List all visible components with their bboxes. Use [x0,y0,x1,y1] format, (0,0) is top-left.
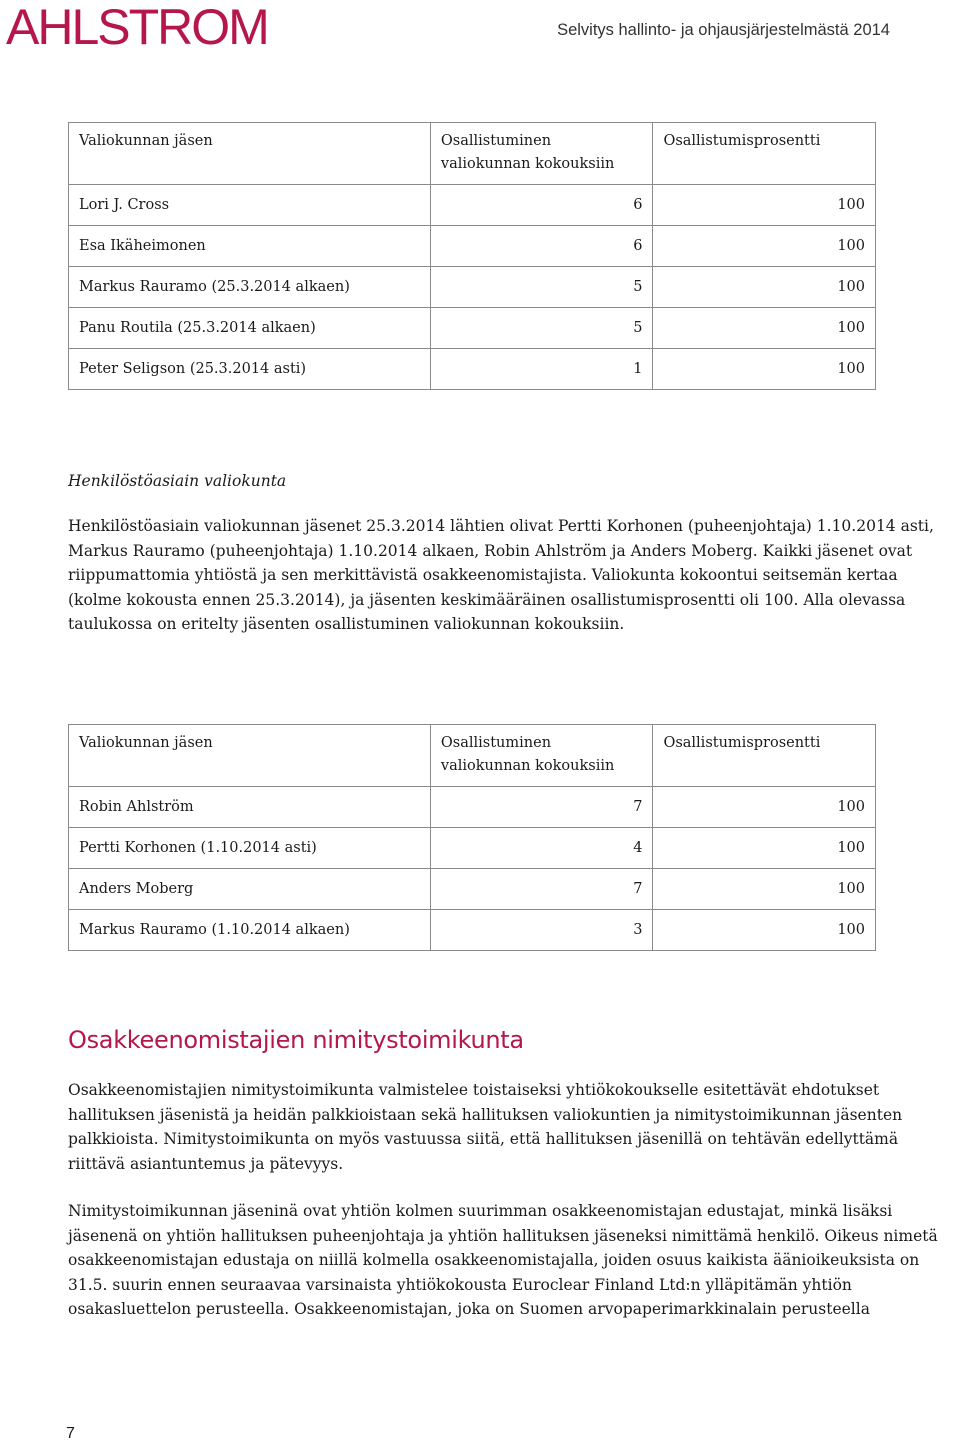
column-header: Valiokunnan jäsen [69,123,431,185]
meeting-count: 1 [430,349,653,390]
member-name: Pertti Korhonen (1.10.2014 asti) [69,828,431,869]
company-logo [4,2,304,50]
section-title: Henkilöstöasiain valiokunta [68,472,287,490]
column-header: Osallistuminen valiokunnan kokouksiin [430,123,653,185]
meeting-count: 6 [430,226,653,267]
column-header: Osallistumisprosentti [653,725,876,787]
meeting-count: 5 [430,308,653,349]
table-row [69,349,876,390]
table-row [69,267,876,308]
member-name: Markus Rauramo (1.10.2014 alkaen) [69,910,431,951]
attendance-percent: 100 [653,185,876,226]
member-name: Esa Ikäheimonen [69,226,431,267]
meeting-count: 4 [430,828,653,869]
member-name: Anders Moberg [69,869,431,910]
table-header-row [69,725,876,787]
meeting-count: 3 [430,910,653,951]
meeting-count: 6 [430,185,653,226]
meeting-count: 7 [430,787,653,828]
logo-wordmark: AHLSTROM [6,2,268,50]
member-name: Robin Ahlström [69,787,431,828]
committee-attendance-table-2 [68,724,876,951]
column-header: Valiokunnan jäsen [69,725,431,787]
attendance-percent: 100 [653,828,876,869]
section-heading: Osakkeenomistajien nimitystoimikunta [68,1026,524,1054]
attendance-percent: 100 [653,308,876,349]
member-name: Markus Rauramo (25.3.2014 alkaen) [69,267,431,308]
document-title: Selvitys hallinto- ja ohjausjärjestelmästä 2014 [557,21,890,39]
page-number: 7 [66,1425,75,1442]
meeting-count: 7 [430,869,653,910]
member-name: Panu Routila (25.3.2014 alkaen) [69,308,431,349]
nomination-committee-paragraph-1: Osakkeenomistajien nimitystoimikunta valmistelee toistaiseksi yhtiökokoukselle esitettävät ehdotukset hallituksen jäsenistä ja heidän palkkioistaan sekä hallituksen valiokuntien ja nimitystoimikunnan jäsenten palkkioista. Nimitystoimikunta on myös vastuussa siitä, että hallituksen jäsenillä on tehtävän edellyttämä riittävä asiantuntemus ja pätevyys. [68,1081,903,1173]
column-header: Osallistumisprosentti [653,123,876,185]
table-row [69,226,876,267]
attendance-percent: 100 [653,910,876,951]
table-row [69,787,876,828]
attendance-percent: 100 [653,349,876,390]
table-row [69,828,876,869]
ahlstrom-logo-icon [4,2,304,50]
nomination-committee-paragraph-2: Nimitystoimikunnan jäseninä ovat yhtiön kolmen suurimman osakkeenomistajan edustajat, minkä lisäksi jäsenenä on yhtiön hallituksen puheenjohtaja ja yhtiön hallituksen jäseneksi nimittämä henkilö. Oikeus nimetä osakkeenomistajan edustaja on niillä kolmella osakkeenomistajalla, joiden osuus kaikista äänioikeuksista on 31.5. suurin ennen seuraavaa varsinaista yhtiökokousta Euroclear Finland Ltd:n ylläpitämän yhtiön osakasluettelon perusteella. Osakkeenomistajan, joka on Suomen arvopaperimarkkinalain perusteella [68,1202,938,1318]
meeting-count: 5 [430,267,653,308]
attendance-percent: 100 [653,869,876,910]
committee-description-paragraph: Henkilöstöasiain valiokunnan jäsenet 25.3.2014 lähtien olivat Pertti Korhonen (puheenjohtaja) 1.10.2014 asti, Markus Rauramo (puheenjohtaja) 1.10.2014 alkaen, Robin Ahlström ja Anders Moberg. Kaikki jäsenet ovat riippumattomia yhtiöstä ja sen merkittävistä osakkeenomistajista. Valiokunta kokoontui seitsemän kertaa (kolme kokousta ennen 25.3.2014), ja jäsenten keskimääräinen osallistumisprosentti oli 100. Alla olevassa taulukossa on eritelty jäsenten osallistuminen valiokunnan kokouksiin. [68,517,934,633]
table-row [69,185,876,226]
committee-attendance-table-1 [68,122,876,390]
table-row [69,910,876,951]
attendance-percent: 100 [653,226,876,267]
member-name: Lori J. Cross [69,185,431,226]
column-header: Osallistuminen valiokunnan kokouksiin [430,725,653,787]
table-header-row [69,123,876,185]
attendance-percent: 100 [653,787,876,828]
member-name: Peter Seligson (25.3.2014 asti) [69,349,431,390]
table-row [69,308,876,349]
attendance-percent: 100 [653,267,876,308]
table-row [69,869,876,910]
